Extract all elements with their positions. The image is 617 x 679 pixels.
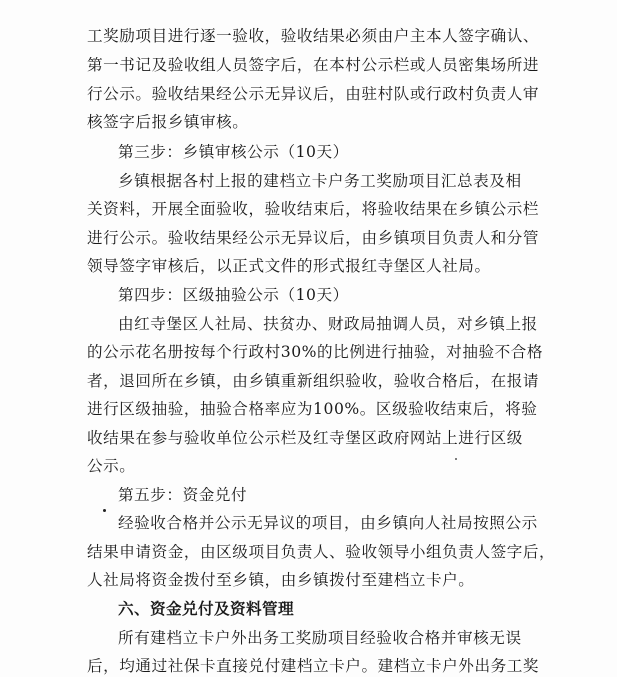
step-heading: 第四步：区级抽验公示（10天） [118,286,349,304]
scan-mark [103,509,106,512]
paragraph-line: 工奖励项目进行逐一验收，验收结果必须由户主本人签字确认、 [87,27,540,45]
paragraph-line: 乡镇根据各村上报的建档立卡户务工奖励项目汇总表及相 [118,172,522,190]
paragraph-line: 者，退回所在乡镇，由乡镇重新组织验收，验收合格后，在报请 [87,372,540,390]
paragraph-line: 公示。 [87,457,136,475]
paragraph-line: 第一书记及验收组人员签字后，在本村公示栏或人员密集场所进 [87,56,540,74]
scan-speck [455,458,457,460]
paragraph-line: 的公示花名册按每个行政村30%的比例进行抽验，对抽验不合格 [87,343,544,361]
paragraph-line: 经验收合格并公示无异议的项目，由乡镇向人社局按照公示 [118,514,538,532]
paragraph-line: 领导签字审核后，以正式文件的形式报红寺堡区人社局。 [87,257,491,275]
step-heading: 第五步：资金兑付 [118,486,248,504]
paragraph-line: 后，均通过社保卡直接兑付建档立卡户。建档立卡户外出务工奖 [87,657,540,675]
paragraph-line: 行公示。验收结果经公示无异议后，由驻村队或行政村负责人审 [87,85,540,103]
paragraph-line: 由红寺堡区人社局、扶贫办、财政局抽调人员，对乡镇上报 [118,315,538,333]
paragraph-line: 核签字后报乡镇审核。 [87,113,249,131]
paragraph-line: 进行公示。验收结果经公示无异议后，由乡镇项目负责人和分管 [87,229,540,247]
step-heading: 第三步：乡镇审核公示（10天） [118,143,349,161]
paragraph-line: 结果申请资金，由区级项目负责人、验收领导小组负责人签字后， [87,543,556,561]
section-heading: 六、资金兑付及资料管理 [118,600,294,618]
paragraph-line: 关资料，开展全面验收，验收结束后，将验收结果在乡镇公示栏 [87,200,540,218]
paragraph-line: 收结果在参与验收单位公示栏及红寺堡区政府网站上进行区级 [87,429,523,447]
paragraph-line: 人社局将资金拨付至乡镇，由乡镇拨付至建档立卡户。 [87,571,475,589]
paragraph-line: 进行区级抽验，抽验合格率应为100%。区级验收结束后，将验 [87,400,538,418]
paragraph-line: 所有建档立卡户外出务工奖励项目经验收合格并审核无误 [118,629,522,647]
